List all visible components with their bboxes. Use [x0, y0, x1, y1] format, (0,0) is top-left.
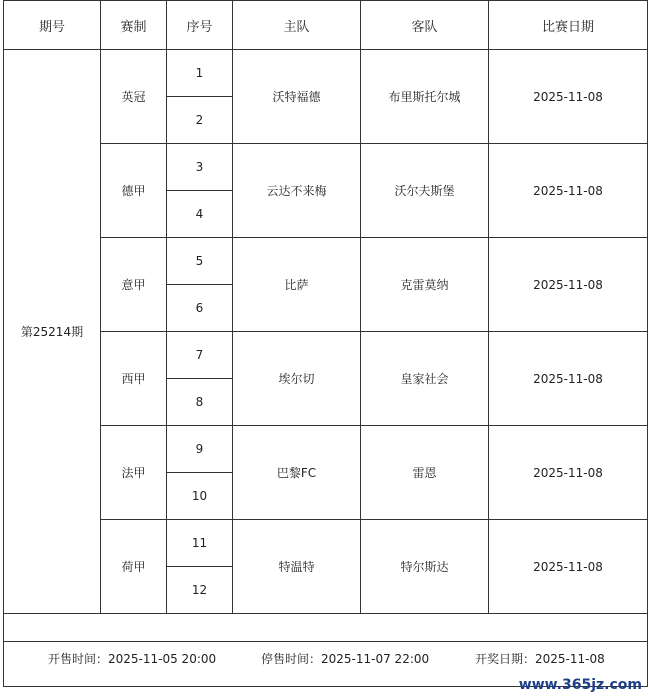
sale-stop-time: 停售时间：2025-11-07 22:00 — [261, 652, 430, 666]
sale-start-time: 开售时间：2025-11-05 20:00 — [48, 652, 217, 666]
away-team-cell: 雷恩 — [361, 426, 489, 520]
home-team-cell: 巴黎FC — [233, 426, 361, 520]
away-team-cell: 特尔斯达 — [361, 520, 489, 614]
away-team-cell: 沃尔夫斯堡 — [361, 144, 489, 238]
home-team-cell: 沃特福德 — [233, 50, 361, 144]
home-team-cell: 云达不来梅 — [233, 144, 361, 238]
header-date: 比赛日期 — [489, 1, 648, 50]
blank-row — [4, 614, 648, 642]
match-row — [4, 238, 648, 285]
home-team-cell: 特温特 — [233, 520, 361, 614]
match-row — [4, 144, 648, 191]
seq-cell: 7 — [167, 332, 233, 379]
league-cell: 荷甲 — [101, 520, 167, 614]
seq-cell: 10 — [167, 473, 233, 520]
period-cell: 第25214期 — [4, 50, 101, 614]
draw-date: 开奖日期：2025-11-08 — [475, 652, 605, 666]
header-row — [4, 1, 648, 50]
match-date-cell: 2025-11-08 — [489, 332, 648, 426]
match-row — [4, 332, 648, 379]
seq-cell: 4 — [167, 191, 233, 238]
header-league: 赛制 — [101, 1, 167, 50]
seq-cell: 12 — [167, 567, 233, 614]
match-date-cell: 2025-11-08 — [489, 144, 648, 238]
league-cell: 法甲 — [101, 426, 167, 520]
home-team-cell: 埃尔切 — [233, 332, 361, 426]
league-cell: 西甲 — [101, 332, 167, 426]
seq-cell: 8 — [167, 379, 233, 426]
header-away: 客队 — [361, 1, 489, 50]
league-cell: 德甲 — [101, 144, 167, 238]
seq-cell: 6 — [167, 285, 233, 332]
seq-cell: 9 — [167, 426, 233, 473]
seq-cell: 3 — [167, 144, 233, 191]
home-team-cell: 比萨 — [233, 238, 361, 332]
match-date-cell: 2025-11-08 — [489, 238, 648, 332]
watermark: www.365jz.com — [518, 677, 642, 693]
match-row — [4, 50, 648, 97]
match-row — [4, 520, 648, 567]
seq-cell: 5 — [167, 238, 233, 285]
seq-cell: 2 — [167, 97, 233, 144]
seq-cell: 1 — [167, 50, 233, 97]
match-date-cell: 2025-11-08 — [489, 426, 648, 520]
match-row — [4, 426, 648, 473]
match-date-cell: 2025-11-08 — [489, 50, 648, 144]
league-cell: 英冠 — [101, 50, 167, 144]
match-date-cell: 2025-11-08 — [489, 520, 648, 614]
header-home: 主队 — [233, 1, 361, 50]
league-cell: 意甲 — [101, 238, 167, 332]
away-team-cell: 克雷莫纳 — [361, 238, 489, 332]
header-period: 期号 — [4, 1, 101, 50]
schedule-table — [3, 0, 648, 687]
away-team-cell: 布里斯托尔城 — [361, 50, 489, 144]
header-seq: 序号 — [167, 1, 233, 50]
seq-cell: 11 — [167, 520, 233, 567]
away-team-cell: 皇家社会 — [361, 332, 489, 426]
